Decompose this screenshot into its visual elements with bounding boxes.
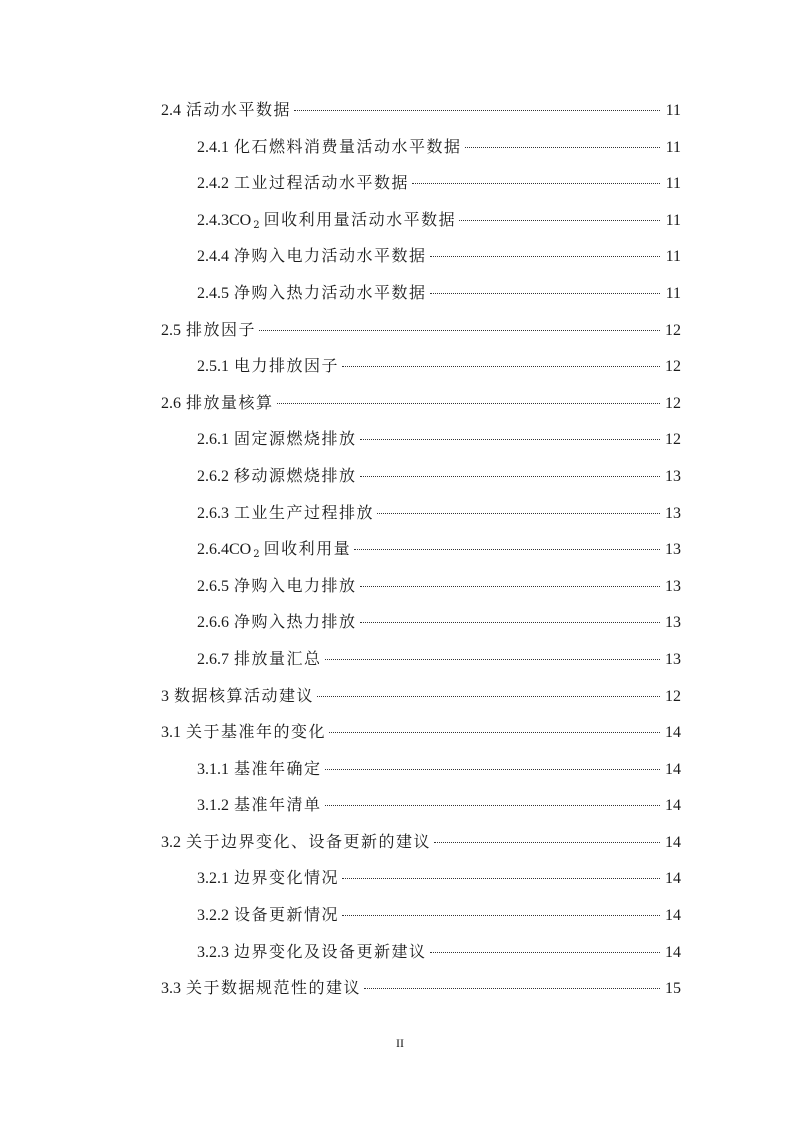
toc-entry[interactable] [161, 751, 681, 788]
dot-leader [360, 476, 660, 477]
toc-entry[interactable] [161, 604, 681, 641]
toc-entry-page: 11 [665, 248, 681, 266]
dot-leader [430, 293, 660, 294]
toc-entry-number: 2.4.3CO [197, 211, 252, 229]
toc-entry-page: 14 [665, 870, 681, 888]
toc-entry-text: 净购入热力排放 [234, 612, 357, 632]
toc-entry-page: 14 [665, 724, 681, 742]
toc-entry[interactable] [161, 714, 681, 751]
toc-entry[interactable] [161, 275, 681, 312]
toc-entry-number: 3.1.1 [197, 760, 229, 778]
dot-leader [342, 915, 660, 916]
toc-entry-title [197, 495, 374, 533]
toc-entry-text: 化石燃料消费量活动水平数据 [234, 136, 462, 156]
toc-entry-text: 工业生产过程排放 [234, 502, 375, 522]
toc-entry-page: 14 [665, 797, 681, 815]
toc-entry-page: 13 [665, 504, 681, 522]
dot-leader [360, 439, 660, 440]
toc-entry[interactable] [161, 934, 681, 971]
toc-entry-page: 14 [665, 760, 681, 778]
toc-entry[interactable] [161, 897, 681, 934]
toc-entry-page: 15 [665, 980, 681, 998]
toc-entry[interactable] [161, 531, 681, 568]
toc-entry-number: 3 [161, 687, 169, 705]
toc-entry[interactable] [161, 678, 681, 715]
toc-entry-number: 2.6.4CO [197, 541, 252, 559]
toc-entry-number: 2.6.2 [197, 467, 229, 485]
toc-entry[interactable] [161, 495, 681, 532]
toc-entry-title [161, 312, 256, 350]
toc-entry[interactable] [161, 824, 681, 861]
toc-entry-page: 13 [665, 467, 681, 485]
dot-leader [342, 366, 660, 367]
toc-entry-number: 2.6.3 [197, 504, 229, 522]
dot-leader [342, 878, 660, 879]
dot-leader [465, 147, 660, 148]
toc-entry-page: 12 [665, 394, 681, 412]
toc-entry-title [197, 238, 427, 276]
toc-entry-page: 14 [665, 907, 681, 925]
toc-entry-text: 固定源燃烧排放 [234, 429, 357, 449]
toc-entry-title [197, 934, 427, 972]
toc-entry-text: 净购入电力排放 [234, 575, 357, 595]
toc-entry[interactable] [161, 458, 681, 495]
toc-entry-subscript: 2 [253, 549, 260, 561]
toc-entry-title [197, 568, 357, 606]
toc-entry-text: 净购入电力活动水平数据 [234, 246, 427, 266]
toc-entry-page: 11 [665, 211, 681, 229]
toc-entry[interactable] [161, 92, 681, 129]
toc-entry-text: 回收利用量 [263, 539, 352, 559]
toc-entry-title [197, 458, 357, 496]
toc-entry-page: 12 [665, 321, 681, 339]
toc-entry-page: 13 [665, 541, 681, 559]
toc-entry-number: 3.1 [161, 724, 181, 742]
toc-entry-number: 2.4.4 [197, 248, 229, 266]
dot-leader [377, 513, 660, 514]
toc-entry-page: 12 [665, 431, 681, 449]
dot-leader [294, 110, 660, 111]
toc-entry[interactable] [161, 165, 681, 202]
toc-entry-number: 3.2.2 [197, 907, 229, 925]
toc-entry-number: 2.4.5 [197, 284, 229, 302]
toc-entry-title [197, 751, 322, 789]
dot-leader [364, 988, 660, 989]
toc-entry[interactable] [161, 421, 681, 458]
toc-entry-text: 回收利用量活动水平数据 [263, 209, 457, 229]
toc-entry[interactable] [161, 641, 681, 678]
toc-entry-number: 2.5.1 [197, 358, 229, 376]
dot-leader [354, 549, 660, 550]
toc-entry[interactable] [161, 970, 681, 1007]
dot-leader [360, 622, 660, 623]
toc-entry-title [161, 385, 274, 423]
dot-leader [325, 659, 660, 660]
toc-entry-text: 活动水平数据 [186, 100, 292, 119]
toc-entry-text: 工业过程活动水平数据 [234, 173, 410, 193]
toc-entry-number: 3.3 [161, 980, 181, 998]
page-number-footer [0, 1036, 800, 1051]
dot-leader [325, 769, 660, 770]
toc-entry-text: 边界变化情况 [234, 868, 340, 888]
toc-entry-number: 2.5 [161, 321, 181, 339]
dot-leader [259, 330, 660, 331]
toc-entry-text: 电力排放因子 [234, 356, 340, 376]
dot-leader [430, 952, 660, 953]
toc-entry-text: 设备更新情况 [234, 905, 340, 925]
toc-entry-page: 14 [665, 943, 681, 961]
toc-entry-number: 2.6.1 [197, 431, 229, 449]
toc-entry-page: 13 [665, 650, 681, 668]
dot-leader [360, 586, 660, 587]
dot-leader [325, 805, 660, 806]
toc-entry[interactable] [161, 860, 681, 897]
toc-entry-title [161, 714, 326, 752]
toc-entry[interactable] [161, 312, 681, 349]
toc-entry-text: 移动源燃烧排放 [234, 465, 357, 485]
toc-entry-text: 数据核算活动建议 [174, 685, 315, 705]
toc-entry-subscript: 2 [253, 219, 260, 231]
toc-entry-page: 12 [665, 687, 681, 705]
toc-entry-title [197, 897, 339, 935]
toc-entry-title [161, 824, 431, 862]
dot-leader [277, 403, 660, 404]
toc-entry-number: 2.4 [161, 102, 181, 119]
toc-entry-page: 11 [665, 284, 681, 302]
toc-entry-number: 3.1.2 [197, 797, 229, 815]
toc-entry-text: 边界变化及设备更新建议 [234, 941, 427, 961]
toc-entry-number: 2.4.1 [197, 138, 229, 156]
toc-entry-page: 11 [665, 175, 681, 193]
toc-entry-number: 3.2 [161, 833, 181, 851]
toc-entry-title [197, 860, 339, 898]
dot-leader [412, 183, 660, 184]
toc-entry-title [197, 604, 357, 642]
toc-entry-number: 3.2.1 [197, 870, 229, 888]
dot-leader [459, 220, 660, 221]
toc-entry-text: 关于边界变化、设备更新的建议 [186, 831, 432, 851]
toc-entry-title [161, 92, 291, 130]
toc-entry[interactable] [161, 238, 681, 275]
dot-leader [329, 732, 660, 733]
toc-entry-title [197, 641, 322, 679]
toc-entry-number: 2.6.6 [197, 614, 229, 632]
toc-entry-title [197, 348, 339, 386]
toc-entry-text: 排放量汇总 [234, 648, 322, 668]
toc-entry-text: 基准年确定 [234, 758, 322, 778]
toc-entry-text: 关于基准年的变化 [186, 722, 327, 742]
toc-entry-number: 2.6.5 [197, 577, 229, 595]
toc-entry[interactable] [161, 348, 681, 385]
toc-entry-text: 关于数据规范性的建议 [186, 978, 362, 998]
toc-entry-page: 12 [665, 358, 681, 376]
toc-entry[interactable] [161, 568, 681, 605]
toc-entry-page: 11 [665, 102, 681, 119]
toc-entry-page: 13 [665, 577, 681, 595]
dot-leader [434, 842, 660, 843]
toc-entry-page: 11 [665, 138, 681, 156]
toc-entry-text: 排放因子 [186, 319, 257, 339]
toc-entry-title [161, 678, 314, 716]
toc-entry-text: 基准年清单 [234, 795, 322, 815]
toc-entry-title [197, 129, 462, 167]
toc-entry-title [161, 970, 361, 1008]
toc-entry[interactable] [161, 202, 681, 239]
page-number: II [396, 1036, 404, 1050]
toc-entry-number: 2.6 [161, 394, 181, 412]
toc-entry-page: 13 [665, 614, 681, 632]
toc-entry-number: 2.4.2 [197, 175, 229, 193]
toc-entry-number: 3.2.3 [197, 943, 229, 961]
toc-entry[interactable] [161, 385, 681, 422]
toc-entry-title [197, 421, 357, 459]
toc-entry[interactable] [161, 129, 681, 166]
toc-entry-title [197, 275, 427, 313]
toc-entry-text: 净购入热力活动水平数据 [234, 282, 427, 302]
toc-entry-text: 排放量核算 [186, 392, 274, 412]
dot-leader [317, 696, 660, 697]
toc-entry-number: 2.6.7 [197, 650, 229, 668]
toc-entry-title [197, 787, 322, 825]
toc-entry-title [197, 165, 409, 203]
table-of-contents [161, 92, 681, 1007]
dot-leader [430, 256, 660, 257]
toc-entry-page: 14 [665, 833, 681, 851]
toc-entry[interactable] [161, 787, 681, 824]
